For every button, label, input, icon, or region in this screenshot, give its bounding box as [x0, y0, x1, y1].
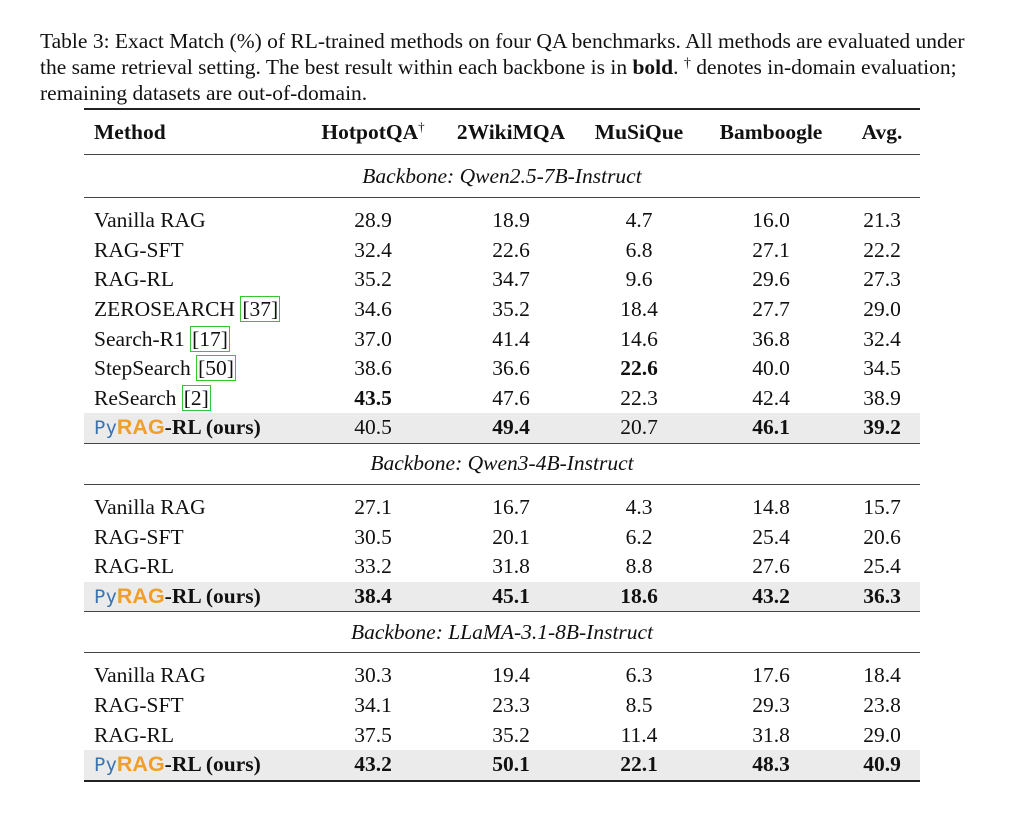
backbone-row — [84, 612, 920, 653]
value-cell-musique: 6.3 — [625, 663, 653, 688]
ours-row — [84, 582, 920, 612]
brand-suffix: -RL (ours) — [164, 415, 261, 440]
method-cell — [84, 720, 304, 750]
method-cell — [84, 236, 304, 266]
value-cell-musique: 18.6 — [580, 582, 698, 612]
value-cell-wiki: 31.8 — [492, 554, 530, 579]
citation-link[interactable]: [37] — [242, 297, 279, 322]
brand-rag: RAG — [116, 583, 165, 608]
value-cell-avg: 20.6 — [863, 524, 901, 549]
value-cell-avg: 34.5 — [863, 356, 901, 381]
method-name: ReSearch — [94, 385, 182, 410]
value-cell-avg: 15.7 — [863, 495, 901, 520]
value-cell-hotpot: 27.1 — [354, 495, 392, 520]
value-cell-hotpot: 38.4 — [304, 582, 442, 612]
value-cell-wiki: 20.1 — [492, 524, 530, 549]
value-cell-wiki: 45.1 — [442, 582, 580, 612]
caption-tail: denotes in-domain evaluation; remaining datasets are out-of-domain. — [40, 55, 957, 105]
value-cell-avg: 36.3 — [844, 582, 920, 612]
value-cell-wiki: 41.4 — [492, 326, 530, 351]
caption-mid: . — [673, 55, 684, 79]
value-cell-musique: 4.3 — [625, 495, 653, 520]
value-cell-hotpot: 37.0 — [354, 326, 392, 351]
caption-bold-word: bold — [632, 55, 674, 79]
table-row — [84, 384, 920, 414]
table-row — [84, 720, 920, 750]
value-cell-wiki: 34.7 — [492, 267, 530, 292]
value-cell-avg: 29.0 — [863, 722, 901, 747]
value-cell-avg: 18.4 — [863, 663, 901, 688]
method-name: Vanilla RAG — [94, 663, 206, 688]
value-cell-avg: 23.8 — [863, 693, 901, 718]
method-name: Vanilla RAG — [94, 495, 206, 520]
table-caption — [40, 28, 985, 106]
brand-suffix: -RL (ours) — [164, 583, 261, 608]
method-cell-ours — [84, 413, 304, 443]
value-cell-hotpot: 37.5 — [354, 722, 392, 747]
backbone-label: Backbone: Qwen3-4B-Instruct — [84, 443, 920, 484]
method-name: Vanilla RAG — [94, 208, 206, 233]
header-musique: MuSiQue — [580, 109, 698, 155]
value-cell-bamboogle: 46.1 — [698, 413, 844, 443]
backbone-row — [84, 443, 920, 484]
value-cell-musique: 8.5 — [625, 693, 653, 718]
table-row — [84, 198, 920, 236]
table-row — [84, 295, 920, 325]
value-cell-bamboogle: 42.4 — [752, 385, 790, 410]
value-cell-musique: 22.1 — [580, 750, 698, 781]
value-cell-hotpot: 43.5 — [354, 385, 392, 410]
value-cell-musique: 22.6 — [620, 356, 658, 381]
citation-link[interactable]: [2] — [183, 385, 209, 410]
value-cell-hotpot: 43.2 — [304, 750, 442, 781]
value-cell-wiki: 47.6 — [492, 385, 530, 410]
value-cell-avg: 29.0 — [863, 297, 901, 322]
header-hotpotqa — [304, 109, 442, 155]
method-cell — [84, 324, 304, 354]
method-cell — [84, 522, 304, 552]
method-name: RAG-SFT — [94, 237, 184, 262]
value-cell-wiki: 35.2 — [492, 722, 530, 747]
value-cell-hotpot: 28.9 — [354, 208, 392, 233]
method-name: RAG-SFT — [94, 693, 184, 718]
method-cell-ours — [84, 582, 304, 612]
ours-row — [84, 750, 920, 781]
table-row — [84, 653, 920, 691]
method-cell — [84, 552, 304, 582]
brand-rag: RAG — [116, 415, 165, 440]
value-cell-avg: 22.2 — [863, 237, 901, 262]
method-name: ZEROSEARCH — [94, 297, 241, 322]
method-cell — [84, 265, 304, 295]
value-cell-avg: 21.3 — [863, 208, 901, 233]
value-cell-musique: 6.8 — [625, 237, 653, 262]
value-cell-musique: 11.4 — [620, 722, 658, 747]
value-cell-musique: 6.2 — [625, 524, 653, 549]
method-name: StepSearch — [94, 356, 197, 381]
method-name: RAG-SFT — [94, 524, 184, 549]
value-cell-avg: 25.4 — [863, 554, 901, 579]
method-name: RAG-RL — [94, 554, 175, 579]
header-hotpotqa-dagger: † — [418, 118, 425, 134]
brand-suffix: -RL (ours) — [164, 752, 261, 777]
value-cell-musique: 22.3 — [620, 385, 658, 410]
method-cell — [84, 198, 304, 236]
brand-py: Py — [94, 754, 117, 777]
method-cell-ours — [84, 750, 304, 781]
value-cell-hotpot: 35.2 — [354, 267, 392, 292]
method-cell — [84, 653, 304, 691]
value-cell-avg: 39.2 — [844, 413, 920, 443]
method-cell — [84, 354, 304, 384]
value-cell-wiki: 18.9 — [492, 208, 530, 233]
value-cell-bamboogle: 16.0 — [752, 208, 790, 233]
header-bamboogle: Bamboogle — [698, 109, 844, 155]
value-cell-hotpot: 34.6 — [354, 297, 392, 322]
method-cell — [84, 384, 304, 414]
value-cell-bamboogle: 48.3 — [698, 750, 844, 781]
header-row — [84, 109, 920, 155]
header-2wikimqa: 2WikiMQA — [442, 109, 580, 155]
method-cell — [84, 484, 304, 522]
value-cell-bamboogle: 29.6 — [752, 267, 790, 292]
citation-link[interactable]: [50] — [198, 356, 234, 381]
value-cell-wiki: 50.1 — [442, 750, 580, 781]
value-cell-wiki: 49.4 — [442, 413, 580, 443]
value-cell-hotpot: 40.5 — [304, 413, 442, 443]
value-cell-bamboogle: 36.8 — [752, 326, 790, 351]
table-body — [84, 155, 920, 781]
value-cell-wiki: 19.4 — [492, 663, 530, 688]
value-cell-bamboogle: 29.3 — [752, 693, 790, 718]
table-row — [84, 484, 920, 522]
backbone-label: Backbone: LLaMA-3.1-8B-Instruct — [84, 612, 920, 653]
value-cell-avg: 32.4 — [863, 326, 901, 351]
backbone-row — [84, 155, 920, 198]
ours-row — [84, 413, 920, 443]
table-row — [84, 691, 920, 721]
brand-py: Py — [94, 417, 117, 440]
value-cell-wiki: 23.3 — [492, 693, 530, 718]
value-cell-musique: 20.7 — [580, 413, 698, 443]
value-cell-wiki: 35.2 — [492, 297, 530, 322]
value-cell-musique: 4.7 — [625, 208, 653, 233]
value-cell-hotpot: 30.5 — [354, 524, 392, 549]
header-avg: Avg. — [844, 109, 920, 155]
value-cell-bamboogle: 43.2 — [698, 582, 844, 612]
value-cell-bamboogle: 17.6 — [752, 663, 790, 688]
caption-dagger: † — [683, 56, 691, 71]
caption-lead: Table 3: Exact Match (%) of RL-trained methods on four QA benchmarks. All methods are evaluated under the same retrieval setting. The best result within each backbone is in — [40, 29, 965, 79]
table-row — [84, 354, 920, 384]
brand-py: Py — [94, 585, 117, 608]
header-hotpotqa-label: HotpotQA — [321, 119, 419, 144]
method-name: RAG-RL — [94, 267, 175, 292]
value-cell-bamboogle: 31.8 — [752, 722, 790, 747]
value-cell-hotpot: 32.4 — [354, 237, 392, 262]
value-cell-musique: 9.6 — [625, 267, 653, 292]
table-row — [84, 236, 920, 266]
value-cell-hotpot: 30.3 — [354, 663, 392, 688]
value-cell-bamboogle: 25.4 — [752, 524, 790, 549]
value-cell-hotpot: 33.2 — [354, 554, 392, 579]
method-name: Search-R1 — [94, 326, 191, 351]
value-cell-bamboogle: 14.8 — [752, 495, 790, 520]
method-cell — [84, 295, 304, 325]
results-table — [84, 108, 920, 782]
value-cell-musique: 14.6 — [620, 326, 658, 351]
value-cell-hotpot: 38.6 — [354, 356, 392, 381]
header-method: Method — [84, 109, 304, 155]
value-cell-bamboogle: 27.7 — [752, 297, 790, 322]
value-cell-musique: 18.4 — [620, 297, 658, 322]
value-cell-avg: 38.9 — [863, 385, 901, 410]
value-cell-wiki: 16.7 — [492, 495, 530, 520]
table-row — [84, 522, 920, 552]
value-cell-bamboogle: 40.0 — [752, 356, 790, 381]
table-row — [84, 324, 920, 354]
table-row — [84, 265, 920, 295]
value-cell-bamboogle: 27.6 — [752, 554, 790, 579]
value-cell-wiki: 36.6 — [492, 356, 530, 381]
value-cell-musique: 8.8 — [625, 554, 653, 579]
value-cell-wiki: 22.6 — [492, 237, 530, 262]
citation-link[interactable]: [17] — [192, 326, 228, 351]
brand-rag: RAG — [116, 752, 165, 777]
value-cell-bamboogle: 27.1 — [752, 237, 790, 262]
value-cell-hotpot: 34.1 — [354, 693, 392, 718]
value-cell-avg: 40.9 — [844, 750, 920, 781]
value-cell-avg: 27.3 — [863, 267, 901, 292]
backbone-label: Backbone: Qwen2.5-7B-Instruct — [84, 155, 920, 198]
table-row — [84, 552, 920, 582]
method-name: RAG-RL — [94, 722, 175, 747]
method-cell — [84, 691, 304, 721]
